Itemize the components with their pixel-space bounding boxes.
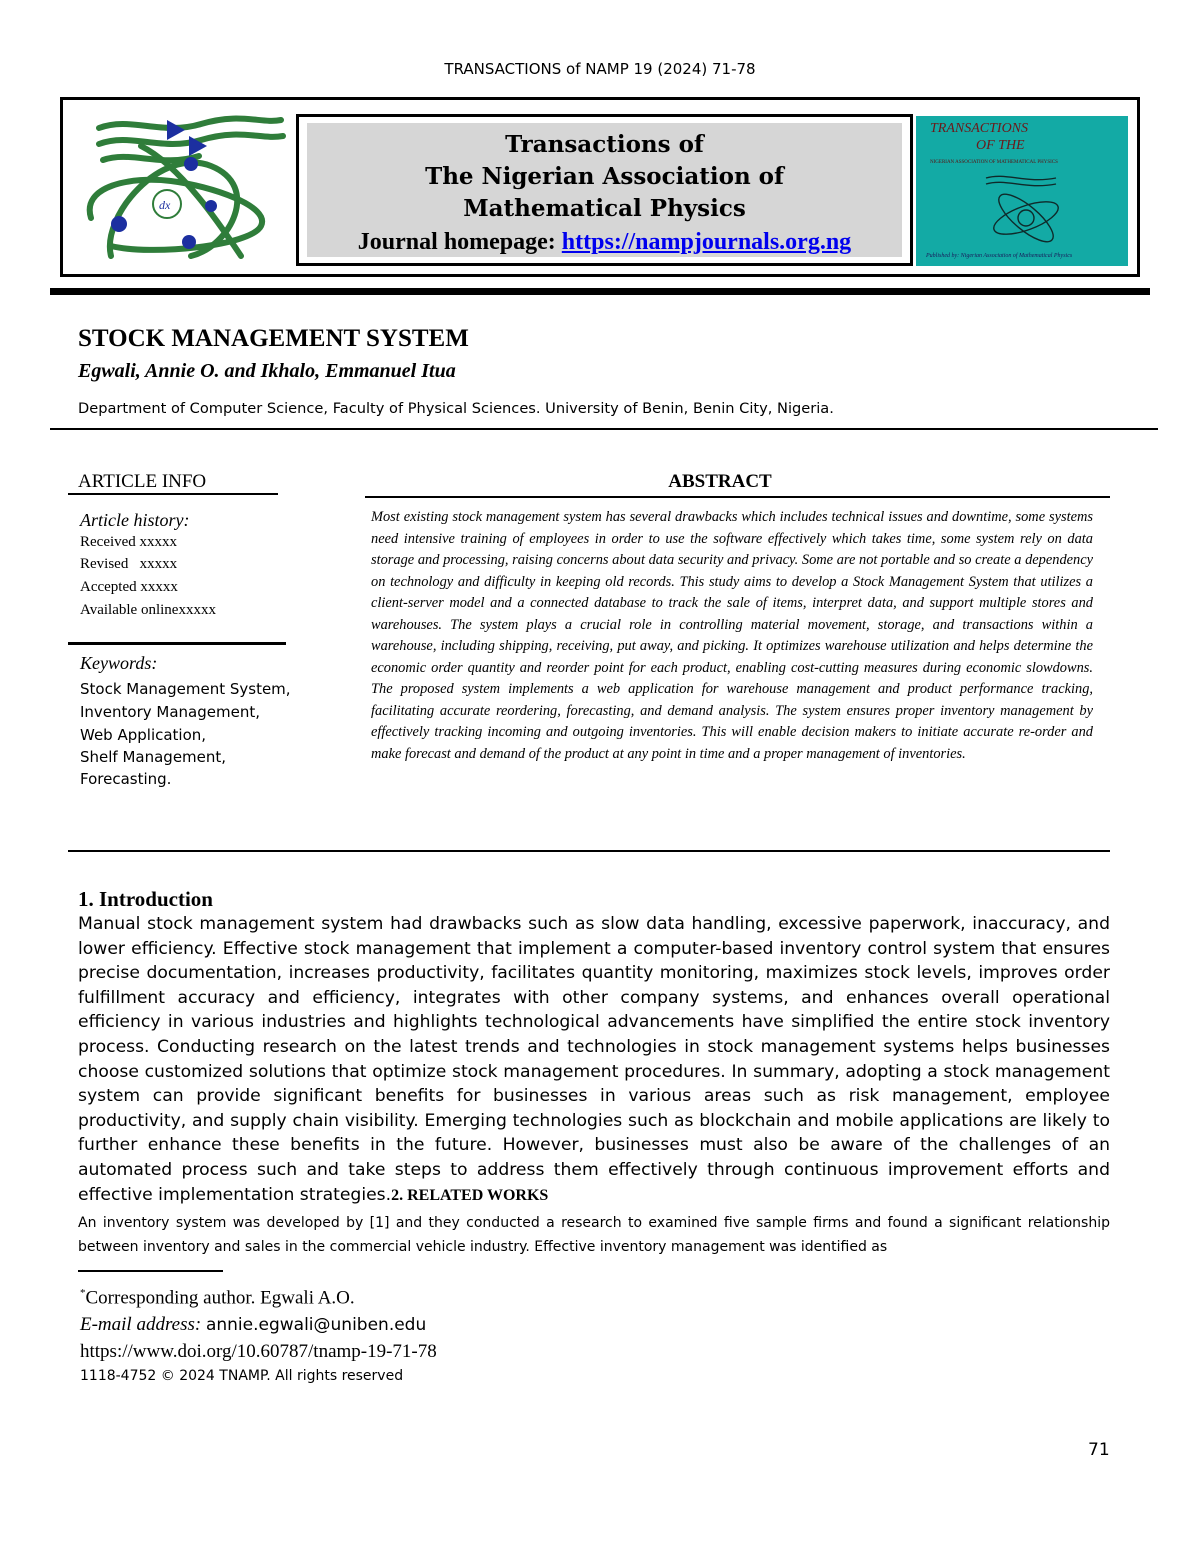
- footnote-doi: https://www.doi.org/10.60787/tnamp-19-71-78: [80, 1341, 437, 1362]
- journal-banner: [60, 97, 1140, 277]
- email-address: annie.egwali@uniben.edu: [205, 1315, 427, 1335]
- running-header: TRANSACTIONS of NAMP 19 (2024) 71-78: [444, 60, 756, 78]
- introduction-text: [78, 912, 1110, 1208]
- keyword-item: Inventory Management,: [80, 703, 260, 721]
- introduction-body: Manual stock management system had drawbacks such as slow data handling, excessive paperwork, inaccuracy, and lower efficiency. Effective stock management that implement a computer-based inventory control system that ensures precise documentation, increases productivity, facilitates quantity monitoring, maximizes stock levels, improves order fulfillment accuracy and efficiency, integrates with other company systems, and enhances overall operational efficiency in various industries and highlights technological advancements have simplified the entire stock inventory process. Conducting research on the latest trends and technologies in stock management systems helps businesses choose customized solutions that optimize stock management procedures. In summary, adopting a stock management system can provide significant benefits for businesses in various areas such as risk management, employee productivity, and supply chain visibility. Emerging technologies such as blockchain and mobile applications are likely to further enhance these benefits in the future. However, businesses must also be aware of the challenges of an automated process such and take steps to address them effectively through continuous improvement efforts and effective implementation strategies.: [78, 914, 1110, 1205]
- cover-publisher: Published by: Nigerian Association of Mathematical Physics: [926, 253, 1073, 259]
- keyword-item: Shelf Management,: [80, 748, 227, 766]
- journal-title-line-1: Transactions of: [505, 131, 704, 158]
- footnote-copyright: 1118-4752 © 2024 TNAMP. All rights reserved: [80, 1368, 404, 1384]
- paper-affiliation: Department of Computer Science, Faculty of Physical Sciences. University of Benin, Benin City, Nigeria.: [78, 400, 834, 417]
- homepage-link[interactable]: https://nampjournals.org.ng: [561, 229, 852, 255]
- footnote-corresponding-author: *Corresponding author. Egwali A.O.: [80, 1287, 355, 1309]
- related-works-text: An inventory system was developed by [1] and they conducted a research to examined five sample firms and found a significant relationship between inventory and sales in the commercial vehicle industry. Effective inventory management was identified as: [78, 1215, 1110, 1255]
- history-available-online: Available onlinexxxxx: [80, 602, 216, 618]
- homepage-label: Journal homepage:: [357, 229, 556, 255]
- paper-title: STOCK MANAGEMENT SYSTEM: [78, 325, 469, 352]
- history-revised: Revised xxxxx: [80, 556, 178, 572]
- abstract-text: Most existing stock management system has several drawbacks which includes technical issues and downtime, some systems need intensive training of employees in order to use the software effectively which takes time, some system rely on data storage and processing, raising concerns about data security and privacy. Some are not portable and so create a dependency on technology and difficulty in keeping old records. This study aims to develop a Stock Management System that utilizes a client-server model and a connected database to track the sale of items, interpret data, and support multiple stores and warehouses. The system plays a crucial role in controlling material movement, storage, and transactions within a warehouse, including shipping, receiving, put away, and picking. It optimizes warehouse utilization and helps determine the economic order quantity and reorder point for each product, enabling cost-cutting measures during economic slowdowns. The proposed system implements a web application for warehouse management and product performance tracking, facilitating accurate reordering, forecasting, and demand analysis. The system ensures proper inventory management by effectively tracking incoming and outgoing inventories. This will enable decision makers to initiate accurate re-order and make forecast and demand of the product at any point in time and a proper management of inventories.: [371, 509, 1093, 762]
- history-received: Received xxxxx: [80, 534, 178, 550]
- journal-title-box: [296, 114, 913, 266]
- cover-logo-icon: [976, 172, 1076, 244]
- cover-title: TRANSACTIONS OF THE: [930, 121, 1029, 153]
- header-divider: [50, 288, 1150, 295]
- email-label: E-mail address:: [80, 1314, 202, 1335]
- keyword-item: Stock Management System,: [80, 680, 291, 698]
- page-number: 71: [1088, 1440, 1110, 1460]
- keywords-label: Keywords:: [80, 653, 158, 673]
- history-accepted: Accepted xxxxx: [80, 579, 178, 595]
- journal-homepage-line: [307, 225, 902, 259]
- paper-authors: Egwali, Annie O. and Ikhalo, Emmanuel Itua: [78, 360, 456, 382]
- footnote-marker: *: [80, 1287, 86, 1299]
- footnote-email: [80, 1314, 426, 1336]
- keyword-item: Forecasting.: [80, 770, 172, 788]
- abstract-heading: ABSTRACT: [668, 471, 772, 492]
- article-history-label: Article history:: [80, 510, 190, 530]
- affiliation-divider: [50, 428, 1158, 430]
- journal-title-line-2: The Nigerian Association of: [425, 163, 784, 190]
- cover-subtitle: NIGERIAN ASSOCIATION OF MATHEMATICAL PHYSICS: [930, 160, 1058, 165]
- journal-cover-thumbnail: [916, 116, 1128, 266]
- history-divider: [68, 642, 286, 645]
- namp-logo: [71, 106, 293, 268]
- svg-text:dx: dx: [159, 198, 171, 212]
- abstract-divider: [365, 496, 1110, 498]
- abstract-bottom-divider: [68, 850, 1110, 852]
- journal-title-line-3: Mathematical Physics: [463, 195, 746, 222]
- keyword-item: Web Application,: [80, 726, 207, 744]
- introduction-heading: 1. Introduction: [78, 887, 213, 911]
- article-info-heading: ARTICLE INFO: [78, 471, 207, 492]
- related-works-heading: 2. RELATED WORKS: [391, 1186, 549, 1204]
- article-info-divider: [68, 493, 278, 495]
- footnote-divider: [78, 1270, 223, 1272]
